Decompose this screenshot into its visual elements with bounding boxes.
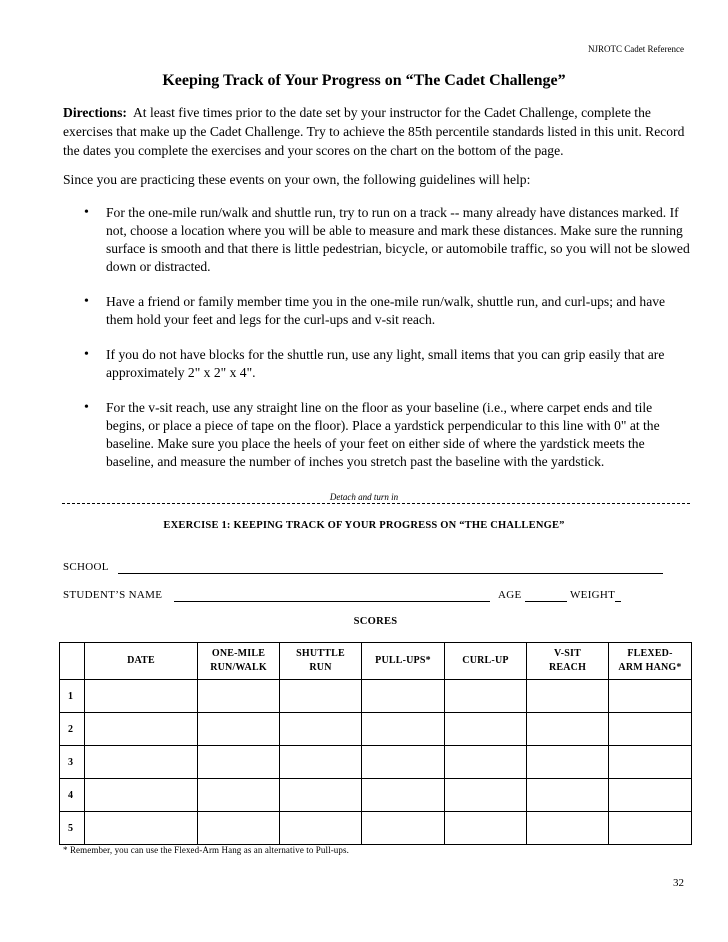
score-cell[interactable] [527, 812, 609, 845]
guideline-item: • Have a friend or family member time you in the one-mile run/walk, shuttle run, and curl-ups; and have them hold your feet and legs for the curl-ups and v-sit reach. [78, 293, 690, 329]
column-header-date: DATE [85, 643, 198, 680]
column-header-flexed-arm: FLEXED- ARM HANG* [609, 643, 692, 680]
school-field[interactable] [118, 573, 663, 574]
page-number: 32 [673, 877, 684, 889]
age-field[interactable] [525, 601, 567, 602]
score-cell[interactable] [527, 680, 609, 713]
table-row [60, 812, 692, 845]
directions-paragraph [63, 103, 688, 160]
score-cell[interactable] [445, 680, 527, 713]
score-cell[interactable] [445, 812, 527, 845]
score-cell[interactable] [609, 779, 692, 812]
score-cell[interactable] [445, 746, 527, 779]
age-label: AGE [498, 589, 522, 601]
column-header-curl-up: CURL-UP [445, 643, 527, 680]
table-row [60, 746, 692, 779]
score-cell[interactable] [198, 713, 280, 746]
directions-text: At least five times prior to the date set by your instructor for the Cadet Challenge, complete the exercises that make up the Cadet Challenge. Try to achieve the 85th percentile standards listed in this unit. Record the dates you complete the exercises and your scores on the chart on the bottom of the page. [63, 105, 685, 158]
score-cell[interactable] [198, 779, 280, 812]
scores-table [59, 642, 692, 845]
score-cell[interactable] [85, 812, 198, 845]
row-number: 2 [60, 713, 85, 746]
score-cell[interactable] [609, 812, 692, 845]
table-row [60, 680, 692, 713]
score-cell[interactable] [85, 680, 198, 713]
detach-divider [62, 503, 690, 504]
row-number: 4 [60, 779, 85, 812]
score-cell[interactable] [445, 713, 527, 746]
score-cell[interactable] [362, 812, 445, 845]
score-cell[interactable] [527, 746, 609, 779]
score-cell[interactable] [445, 779, 527, 812]
score-cell[interactable] [362, 680, 445, 713]
guideline-item: • If you do not have blocks for the shuttle run, use any light, small items that you can grip easily that are approximately 2" x 2" x 4". [78, 346, 690, 382]
score-cell[interactable] [280, 713, 362, 746]
row-number: 3 [60, 746, 85, 779]
score-cell[interactable] [527, 779, 609, 812]
score-cell[interactable] [85, 746, 198, 779]
score-cell[interactable] [198, 680, 280, 713]
guidelines-intro: Since you are practicing these events on your own, the following guidelines will help: [63, 172, 531, 187]
guideline-item: • For the v-sit reach, use any straight line on the floor as your baseline (i.e., where carpet ends and tile begins, or place a piece of tape on the floor). Place a yardstick perpendicular to this line with 0" at the baseline. Make sure you place the heels of your feet on either side of where the yardstick meets the baseline, and measure the number of inches you stretch past the baseline with the yardstick. [78, 399, 690, 471]
score-cell[interactable] [280, 812, 362, 845]
student-name-label: STUDENT’S NAME [63, 589, 163, 601]
column-header-v-sit: V-SIT REACH [527, 643, 609, 680]
score-cell[interactable] [527, 713, 609, 746]
column-header [60, 643, 85, 680]
row-number: 1 [60, 680, 85, 713]
page-title: Keeping Track of Your Progress on “The Cadet Challenge” [162, 72, 566, 89]
directions-label: Directions: [63, 105, 127, 120]
column-header-one-mile: ONE-MILE RUN/WALK [198, 643, 280, 680]
score-cell[interactable] [198, 812, 280, 845]
score-cell[interactable] [280, 779, 362, 812]
header-reference: NJROTC Cadet Reference [588, 44, 684, 54]
score-cell[interactable] [362, 779, 445, 812]
score-cell[interactable] [609, 746, 692, 779]
score-cell[interactable] [85, 713, 198, 746]
table-header-row [60, 643, 692, 680]
table-row [60, 713, 692, 746]
scores-heading: SCORES [353, 616, 398, 627]
table-row [60, 779, 692, 812]
detach-label: Detach and turn in [329, 492, 399, 502]
school-label: SCHOOL [63, 561, 109, 573]
column-header-pull-ups: PULL-UPS* [362, 643, 445, 680]
row-number: 5 [60, 812, 85, 845]
footnote: * Remember, you can use the Flexed-Arm Hang as an alternative to Pull-ups. [63, 845, 349, 855]
score-cell[interactable] [198, 746, 280, 779]
weight-label: WEIGHT [570, 589, 616, 601]
score-cell[interactable] [609, 713, 692, 746]
column-header-shuttle-run: SHUTTLE RUN [280, 643, 362, 680]
score-cell[interactable] [609, 680, 692, 713]
guideline-item: • For the one-mile run/walk and shuttle run, try to run on a track -- many already have distances marked. If not, choose a location where you will be able to measure and mark these distances. Make sure the running surface is smooth and that there is little pedestrian, bicycle, or automobile traffic, so you will not be slowed down or distracted. [78, 204, 690, 276]
score-cell[interactable] [362, 713, 445, 746]
score-cell[interactable] [280, 680, 362, 713]
weight-field[interactable] [615, 601, 621, 602]
student-name-field[interactable] [174, 601, 490, 602]
exercise-title: EXERCISE 1: KEEPING TRACK OF YOUR PROGRESS ON “THE CHALLENGE” [163, 520, 565, 531]
guidelines-list [78, 204, 690, 488]
score-cell[interactable] [362, 746, 445, 779]
score-cell[interactable] [280, 746, 362, 779]
score-cell[interactable] [85, 779, 198, 812]
